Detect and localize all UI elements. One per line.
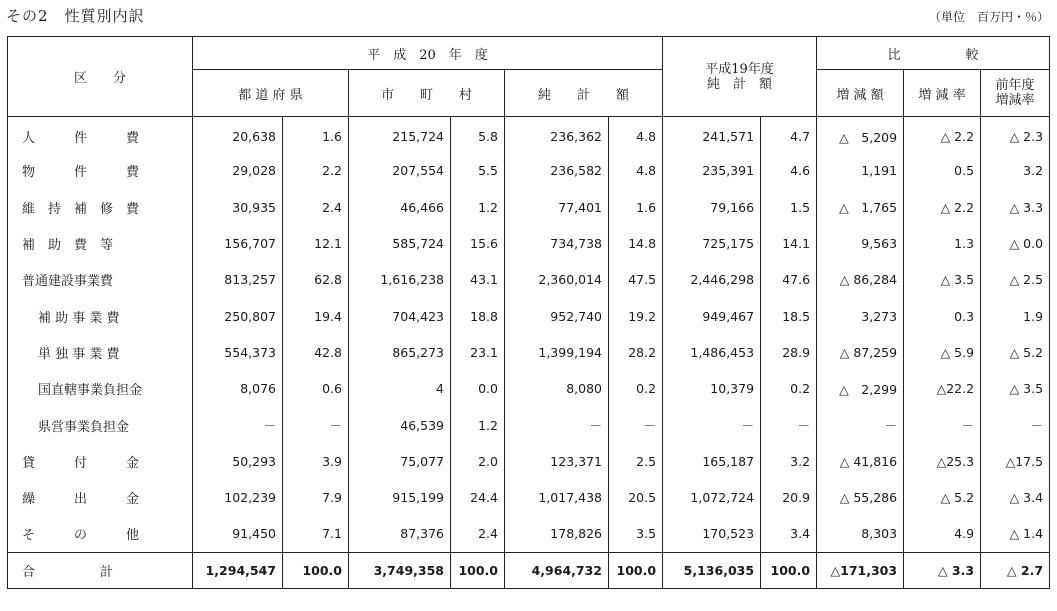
cell-value: 0.0 [451, 371, 505, 407]
unit-note: （単位 百万円・％） [928, 10, 1049, 24]
cell-value: 4,964,732 [505, 552, 609, 588]
cell-value: － [981, 407, 1050, 443]
cell-value: 7.1 [283, 516, 349, 552]
cell-value: △ 87,259 [817, 334, 904, 370]
row-label: 補 助 費 等 [8, 225, 193, 261]
cell-value: 28.9 [761, 334, 817, 370]
cell-value: 1,017,438 [505, 479, 609, 515]
cell-value: 585,724 [349, 225, 451, 261]
cell-value: 8,076 [193, 371, 283, 407]
cell-value: 215,724 [349, 117, 451, 153]
cell-value: 47.6 [761, 262, 817, 298]
cell-value: 3.2 [761, 443, 817, 479]
cell-value: 10,379 [663, 371, 761, 407]
cell-value: 18.8 [451, 298, 505, 334]
cell-value: 100.0 [283, 552, 349, 588]
cell-value: 704,423 [349, 298, 451, 334]
cell-value: 1.3 [904, 225, 981, 261]
cell-value: 2.4 [451, 516, 505, 552]
header-kubun: 区 分 [8, 37, 193, 117]
cell-value: △25.3 [904, 443, 981, 479]
cell-value: 3.5 [609, 516, 663, 552]
cell-value: △ 5.2 [981, 334, 1050, 370]
table-row [8, 153, 1050, 189]
cell-value: 915,199 [349, 479, 451, 515]
cell-value: 123,371 [505, 443, 609, 479]
cell-value: 14.8 [609, 225, 663, 261]
cell-value: 42.8 [283, 334, 349, 370]
row-label: 国直轄事業負担金 [8, 371, 193, 407]
cell-value: 1,399,194 [505, 334, 609, 370]
cell-value: 3.9 [283, 443, 349, 479]
cell-value: 165,187 [663, 443, 761, 479]
cell-value: 4.6 [761, 153, 817, 189]
cell-value: 178,826 [505, 516, 609, 552]
cell-value: 7.9 [283, 479, 349, 515]
cell-value: 9,563 [817, 225, 904, 261]
cell-value: 1.6 [609, 189, 663, 225]
cell-value: 23.1 [451, 334, 505, 370]
cell-value: － [505, 407, 609, 443]
cell-value: － [663, 407, 761, 443]
cell-value: － [761, 407, 817, 443]
cell-value: － [283, 407, 349, 443]
cell-value: 865,273 [349, 334, 451, 370]
cell-value: 47.5 [609, 262, 663, 298]
header-fy19: 平成19年度 純 計 額 [663, 37, 817, 117]
cell-value: 100.0 [609, 552, 663, 588]
cell-value: 236,362 [505, 117, 609, 153]
total-row [8, 552, 1050, 588]
cell-value: △ 2.5 [981, 262, 1050, 298]
cell-value: △ 2.2 [904, 189, 981, 225]
cell-value: － [817, 407, 904, 443]
cell-value: 2,360,014 [505, 262, 609, 298]
cell-value: 1.6 [283, 117, 349, 153]
header-todofuken: 都 道 府 県 [193, 70, 349, 117]
cell-value: △ 5.2 [904, 479, 981, 515]
cell-value: 4 [349, 371, 451, 407]
cell-value: 813,257 [193, 262, 283, 298]
cell-value: 91,450 [193, 516, 283, 552]
cell-value: 3,749,358 [349, 552, 451, 588]
page-title: その2 性質別内訳 [6, 7, 145, 25]
cell-value: 20.9 [761, 479, 817, 515]
cell-value: 100.0 [761, 552, 817, 588]
cell-value: 1,616,238 [349, 262, 451, 298]
row-label: 繰 出 金 [8, 479, 193, 515]
cell-value: 235,391 [663, 153, 761, 189]
row-label: 合 計 [8, 552, 193, 588]
cell-value: △ 41,816 [817, 443, 904, 479]
cell-value: 1,191 [817, 153, 904, 189]
cell-value: △ 2.3 [981, 117, 1050, 153]
cell-value: 19.2 [609, 298, 663, 334]
cell-value: △ 3.5 [904, 262, 981, 298]
cell-value: 2.5 [609, 443, 663, 479]
cell-value: － [193, 407, 283, 443]
cell-value: 18.5 [761, 298, 817, 334]
cell-value: 3.4 [761, 516, 817, 552]
header-zogengaku: 増 減 額 [817, 70, 904, 117]
row-label: 県営事業負担金 [8, 407, 193, 443]
table-body [8, 117, 1050, 589]
cell-value: 1,486,453 [663, 334, 761, 370]
header-hikaku: 比 較 [817, 37, 1050, 70]
cell-value: 15.6 [451, 225, 505, 261]
row-label: 人 件 費 [8, 117, 193, 153]
cell-value: △ 2,299 [817, 371, 904, 407]
cell-value: 0.3 [904, 298, 981, 334]
table-row [8, 443, 1050, 479]
row-label: 貸 付 金 [8, 443, 193, 479]
cell-value: △ 2.7 [981, 552, 1050, 588]
table-row [8, 516, 1050, 552]
expenditure-table [7, 36, 1050, 589]
cell-value: 28.2 [609, 334, 663, 370]
cell-value: 1,072,724 [663, 479, 761, 515]
cell-value: － [609, 407, 663, 443]
cell-value: － [904, 407, 981, 443]
cell-value: 79,166 [663, 189, 761, 225]
cell-value: 0.2 [761, 371, 817, 407]
cell-value: 3.2 [981, 153, 1050, 189]
cell-value: △ 3.3 [904, 552, 981, 588]
cell-value: △171,303 [817, 552, 904, 588]
cell-value: 50,293 [193, 443, 283, 479]
cell-value: 20,638 [193, 117, 283, 153]
row-label: 物 件 費 [8, 153, 193, 189]
cell-value: 0.5 [904, 153, 981, 189]
cell-value: 5.8 [451, 117, 505, 153]
cell-value: 1.2 [451, 407, 505, 443]
cell-value: 0.6 [283, 371, 349, 407]
row-label: 維 持 補 修 費 [8, 189, 193, 225]
row-label: そ の 他 [8, 516, 193, 552]
cell-value: 734,738 [505, 225, 609, 261]
cell-value: 30,935 [193, 189, 283, 225]
cell-value: △17.5 [981, 443, 1050, 479]
cell-value: 1,294,547 [193, 552, 283, 588]
cell-value: 1.9 [981, 298, 1050, 334]
cell-value: 250,807 [193, 298, 283, 334]
cell-value: 77,401 [505, 189, 609, 225]
cell-value: 12.1 [283, 225, 349, 261]
cell-value: 236,582 [505, 153, 609, 189]
cell-value: 43.1 [451, 262, 505, 298]
cell-value: 1.2 [451, 189, 505, 225]
cell-value: 87,376 [349, 516, 451, 552]
cell-value: 3,273 [817, 298, 904, 334]
table-row [8, 407, 1050, 443]
cell-value: △ 2.2 [904, 117, 981, 153]
cell-value: △ 5.9 [904, 334, 981, 370]
cell-value: 24.4 [451, 479, 505, 515]
cell-value: 952,740 [505, 298, 609, 334]
table-row [8, 189, 1050, 225]
cell-value: △ 3.5 [981, 371, 1050, 407]
cell-value: 2,446,298 [663, 262, 761, 298]
cell-value: △ 0.0 [981, 225, 1050, 261]
cell-value: △ 55,286 [817, 479, 904, 515]
cell-value: 8,303 [817, 516, 904, 552]
cell-value: 8,080 [505, 371, 609, 407]
cell-value: △ 1,765 [817, 189, 904, 225]
table-row [8, 298, 1050, 334]
cell-value: 102,239 [193, 479, 283, 515]
table-row [8, 117, 1050, 153]
cell-value: 2.0 [451, 443, 505, 479]
cell-value: 949,467 [663, 298, 761, 334]
cell-value: △ 5,209 [817, 117, 904, 153]
table-row [8, 334, 1050, 370]
cell-value: 207,554 [349, 153, 451, 189]
header-zennen: 前年度 増減率 [981, 70, 1050, 117]
header-shichoson: 市 町 村 [349, 70, 505, 117]
cell-value: △ 1.4 [981, 516, 1050, 552]
cell-value: 75,077 [349, 443, 451, 479]
cell-value: 100.0 [451, 552, 505, 588]
table-row [8, 371, 1050, 407]
cell-value: 4.9 [904, 516, 981, 552]
cell-value: 5.5 [451, 153, 505, 189]
header-junkei: 純 計 額 [505, 70, 663, 117]
cell-value: 29,028 [193, 153, 283, 189]
cell-value: 2.2 [283, 153, 349, 189]
table-row [8, 262, 1050, 298]
cell-value: △ 86,284 [817, 262, 904, 298]
cell-value: 4.8 [609, 153, 663, 189]
cell-value: 156,707 [193, 225, 283, 261]
cell-value: 725,175 [663, 225, 761, 261]
row-label: 普通建設事業費 [8, 262, 193, 298]
cell-value: 46,466 [349, 189, 451, 225]
table-row [8, 479, 1050, 515]
cell-value: 1.5 [761, 189, 817, 225]
cell-value: 5,136,035 [663, 552, 761, 588]
cell-value: 4.8 [609, 117, 663, 153]
cell-value: △ 3.4 [981, 479, 1050, 515]
cell-value: △22.2 [904, 371, 981, 407]
row-label: 単 独 事 業 費 [8, 334, 193, 370]
cell-value: 2.4 [283, 189, 349, 225]
cell-value: 554,373 [193, 334, 283, 370]
cell-value: 14.1 [761, 225, 817, 261]
cell-value: 241,571 [663, 117, 761, 153]
header-zogenritsu: 増 減 率 [904, 70, 981, 117]
cell-value: 20.5 [609, 479, 663, 515]
table-row [8, 225, 1050, 261]
cell-value: 46,539 [349, 407, 451, 443]
cell-value: 4.7 [761, 117, 817, 153]
cell-value: 19.4 [283, 298, 349, 334]
cell-value: △ 3.3 [981, 189, 1050, 225]
row-label: 補 助 事 業 費 [8, 298, 193, 334]
cell-value: 62.8 [283, 262, 349, 298]
cell-value: 0.2 [609, 371, 663, 407]
cell-value: 170,523 [663, 516, 761, 552]
header-fy20: 平 成 20 年 度 [193, 37, 663, 70]
